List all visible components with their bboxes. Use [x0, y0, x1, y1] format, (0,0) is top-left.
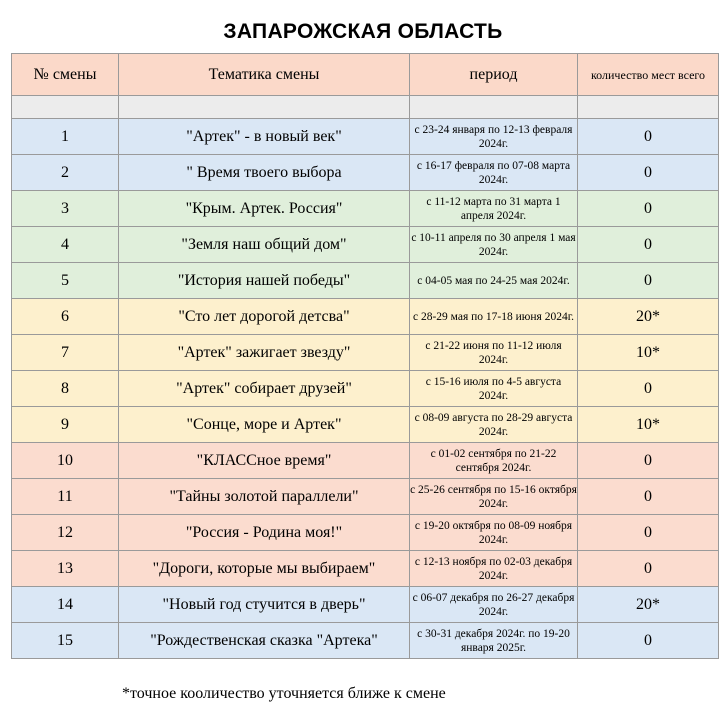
shift-theme: "КЛАССное время"	[119, 443, 410, 479]
spacer-cell	[578, 96, 719, 119]
shift-theme: "Артек" собирает друзей"	[119, 371, 410, 407]
shift-number: 11	[12, 479, 119, 515]
shift-theme: "Сто лет дорогой детсва"	[119, 299, 410, 335]
shift-period: с 15-16 июля по 4-5 августа 2024г.	[410, 371, 578, 407]
shift-places-count: 0	[578, 155, 719, 191]
spacer-cell	[12, 96, 119, 119]
shift-number: 2	[12, 155, 119, 191]
table-spacer-row	[12, 96, 719, 119]
shift-theme: "Сонце, море и Артек"	[119, 407, 410, 443]
shift-places-count: 0	[578, 443, 719, 479]
table-row	[12, 191, 719, 227]
shift-theme: "Артек" зажигает звезду"	[119, 335, 410, 371]
table-header-row	[12, 54, 719, 96]
shift-period: с 28-29 мая по 17-18 июня 2024г.	[410, 299, 578, 335]
shift-theme: "Артек" - в новый век"	[119, 119, 410, 155]
schedule-table	[11, 53, 719, 659]
shift-theme: "Рождественская сказка "Артека"	[119, 623, 410, 659]
shift-number: 6	[12, 299, 119, 335]
table-row	[12, 227, 719, 263]
shift-number: 5	[12, 263, 119, 299]
shift-period: с 16-17 февраля по 07-08 марта 2024г.	[410, 155, 578, 191]
shift-period: с 06-07 декабря по 26-27 декабря 2024г.	[410, 587, 578, 623]
spacer-cell	[119, 96, 410, 119]
shift-theme: "Тайны золотой параллели"	[119, 479, 410, 515]
shift-period: с 23-24 января по 12-13 февраля 2024г.	[410, 119, 578, 155]
shift-period: с 19-20 октября по 08-09 ноября 2024г.	[410, 515, 578, 551]
shift-places-count: 0	[578, 479, 719, 515]
shift-period: с 04-05 мая по 24-25 мая 2024г.	[410, 263, 578, 299]
shift-places-count: 0	[578, 227, 719, 263]
shift-number: 12	[12, 515, 119, 551]
shift-places-count: 10*	[578, 407, 719, 443]
shift-theme: "Земля наш общий дом"	[119, 227, 410, 263]
table-row	[12, 299, 719, 335]
shift-period: с 01-02 сентября по 21-22 сентября 2024г.	[410, 443, 578, 479]
table-row	[12, 479, 719, 515]
header-theme: Тематика смены	[119, 54, 410, 96]
table-row	[12, 551, 719, 587]
page-title: ЗАПАРОЖСКАЯ ОБЛАСТЬ	[223, 20, 503, 43]
shift-number: 13	[12, 551, 119, 587]
table-row	[12, 263, 719, 299]
shift-period: с 11-12 марта по 31 марта 1 апреля 2024г.	[410, 191, 578, 227]
shift-places-count: 20*	[578, 587, 719, 623]
table-row	[12, 623, 719, 659]
shift-theme: "История нашей победы"	[119, 263, 410, 299]
table-row	[12, 119, 719, 155]
shift-number: 14	[12, 587, 119, 623]
shift-theme: "Крым. Артек. Россия"	[119, 191, 410, 227]
shift-number: 1	[12, 119, 119, 155]
shift-places-count: 0	[578, 191, 719, 227]
shift-number: 3	[12, 191, 119, 227]
shift-number: 10	[12, 443, 119, 479]
table-row	[12, 155, 719, 191]
shift-theme: " Время твоего выбора	[119, 155, 410, 191]
shift-places-count: 0	[578, 119, 719, 155]
shift-theme: "Дороги, которые мы выбираем"	[119, 551, 410, 587]
shift-period: с 30-31 декабря 2024г. по 19-20 января 2025г.	[410, 623, 578, 659]
table-row	[12, 371, 719, 407]
shift-period: с 25-26 сентября по 15-16 октября 2024г.	[410, 479, 578, 515]
header-count: количество мест всего	[578, 54, 719, 96]
shift-places-count: 10*	[578, 335, 719, 371]
shift-theme: "Россия - Родина моя!"	[119, 515, 410, 551]
table-row	[12, 587, 719, 623]
header-num: № смены	[12, 54, 119, 96]
table-row	[12, 515, 719, 551]
table-row	[12, 335, 719, 371]
shift-period: с 08-09 августа по 28-29 августа 2024г.	[410, 407, 578, 443]
shift-places-count: 0	[578, 551, 719, 587]
spacer-cell	[410, 96, 578, 119]
shift-places-count: 0	[578, 623, 719, 659]
footnote: *точное кооличество уточняется ближе к смене	[122, 685, 446, 702]
shift-theme: "Новый год стучится в дверь"	[119, 587, 410, 623]
shift-places-count: 0	[578, 371, 719, 407]
shift-places-count: 20*	[578, 299, 719, 335]
header-period: период	[410, 54, 578, 96]
table-row	[12, 407, 719, 443]
shift-number: 7	[12, 335, 119, 371]
shift-places-count: 0	[578, 515, 719, 551]
shift-period: с 21-22 июня по 11-12 июля 2024г.	[410, 335, 578, 371]
shift-number: 9	[12, 407, 119, 443]
shift-places-count: 0	[578, 263, 719, 299]
shift-number: 4	[12, 227, 119, 263]
shift-period: с 10-11 апреля по 30 апреля 1 мая 2024г.	[410, 227, 578, 263]
table-row	[12, 443, 719, 479]
shift-period: с 12-13 ноября по 02-03 декабря 2024г.	[410, 551, 578, 587]
shift-number: 8	[12, 371, 119, 407]
shift-number: 15	[12, 623, 119, 659]
